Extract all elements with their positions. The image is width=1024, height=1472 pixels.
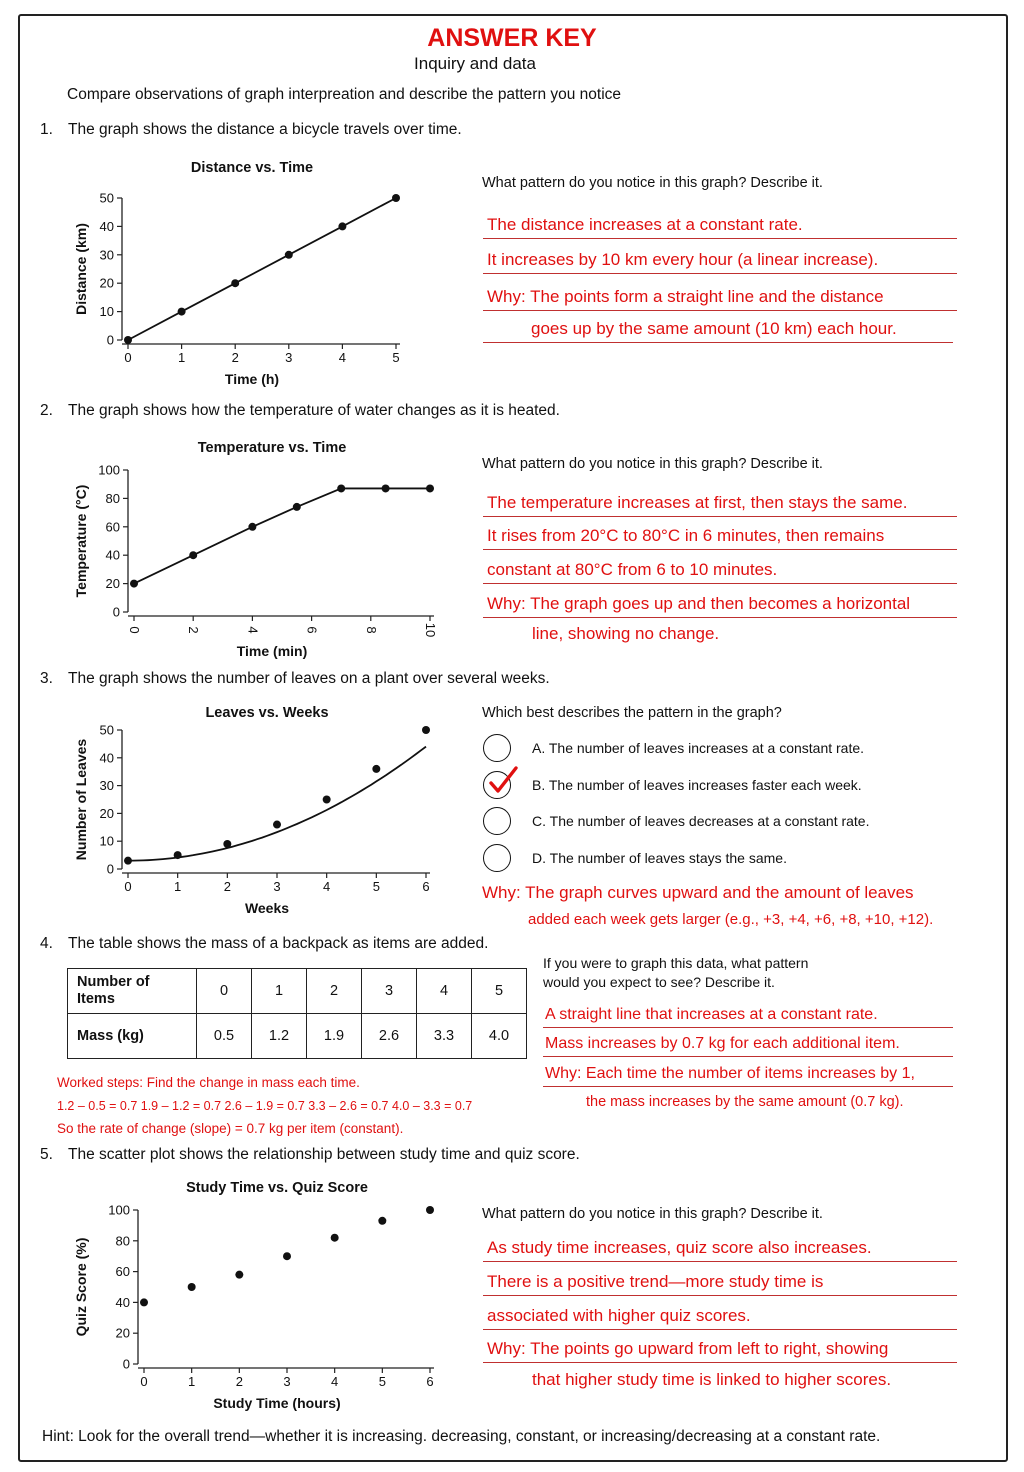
option-c-label[interactable]: C. The number of leaves decreases at a constant rate. [532,813,870,829]
x-tick-label: 0 [127,626,142,634]
data-point [285,251,293,259]
x-axis-label: Weeks [244,900,290,916]
x-tick-label: 1 [174,879,182,894]
x-tick-label: 5 [372,879,380,894]
x-tick-label: 6 [426,1374,434,1389]
q4-answer-1: A straight line that increases at a constant rate. [543,1006,953,1028]
x-tick-label: 4 [331,1374,339,1389]
x-tick-label: 0 [124,350,132,365]
y-tick-label: 40 [105,547,120,563]
y-tick-label: 100 [108,1202,130,1218]
chart-leaves-weeks [60,695,460,920]
data-point [331,1234,339,1242]
data-point [293,503,301,511]
q2-answer-3: constant at 80°C from 6 to 10 minutes. [483,560,957,584]
q1-number: 1. [40,121,53,138]
checkmark-icon [486,766,522,800]
table-row [68,1014,527,1059]
table-cell: 4.0 [472,1014,527,1059]
y-axis-label: Number of Leaves [73,738,89,861]
data-point [337,484,345,492]
q2-answer-5: line, showing no change. [532,624,720,643]
mass-table [67,968,527,1059]
x-tick-label: 10 [423,622,438,638]
table-cell: 1.2 [252,1014,307,1059]
q1-text: The graph shows the distance a bicycle travels over time. [68,121,462,138]
data-point [382,484,390,492]
data-point [231,279,239,287]
q5-answer-5: that higher study time is linked to higher scores. [532,1370,892,1389]
chart-temperature-time [60,430,460,665]
q5-answer-3: associated with higher quiz scores. [483,1306,957,1330]
x-tick-label: 4 [338,350,347,365]
chart-title: Study Time vs. Quiz Score [186,1180,368,1196]
q2-number: 2. [40,402,53,419]
y-axis-label: Quiz Score (%) [73,1237,89,1337]
y-tick-label: 40 [99,750,114,766]
y-tick-label: 100 [98,462,120,478]
series-line [128,198,396,340]
q5-answer-4: Why: The points go upward from left to right, showing [483,1339,957,1363]
table-cell: 4 [417,969,472,1014]
option-d-radio[interactable] [483,844,511,872]
data-point [426,484,434,492]
data-point [273,821,281,829]
q1-prompt: What pattern do you notice in this graph? Describe it. [482,175,823,191]
y-tick-label: 30 [99,778,114,794]
y-tick-label: 40 [115,1294,130,1310]
chart-distance-time [60,150,460,390]
data-point [426,1206,434,1214]
y-tick-label: 20 [105,576,120,592]
worked-steps-1: Worked steps: Find the change in mass each time. [57,1075,360,1090]
data-point [124,336,132,344]
x-tick-label: 6 [304,626,320,634]
x-tick-label: 1 [177,350,186,365]
data-point [235,1271,243,1279]
data-point [372,765,380,773]
x-tick-label: 4 [323,879,331,894]
x-tick-label: 2 [231,350,239,365]
y-tick-label: 0 [106,861,114,877]
table-row [68,969,527,1014]
q1-answer-4: goes up by the same amount (10 km) each hour. [483,319,953,343]
x-tick-label: 8 [363,626,379,634]
y-tick-label: 80 [105,490,120,506]
option-d-label[interactable]: D. The number of leaves stays the same. [532,850,787,866]
x-axis-label: Time (min) [236,643,308,659]
y-axis-label: Distance (km) [73,223,89,315]
q3-prompt: Which best describes the pattern in the graph? [482,705,782,721]
page-subtitle: Inquiry and data [414,54,536,73]
x-tick-label: 5 [378,1374,386,1389]
y-tick-label: 10 [99,304,114,320]
table-cell: 3 [362,969,417,1014]
q3-why-1: Why: The graph curves upward and the amount of leaves [482,883,914,902]
y-tick-label: 40 [99,218,114,234]
q2-text: The graph shows how the temperature of water changes as it is heated. [68,402,560,419]
data-point [248,523,256,531]
x-tick-label: 0 [124,879,132,894]
table-cell: 2 [307,969,362,1014]
x-tick-label: 1 [188,1374,196,1389]
option-a-label[interactable]: A. The number of leaves increases at a constant rate. [532,740,865,756]
option-b-label[interactable]: B. The number of leaves increases faster each week. [532,777,862,793]
x-tick-label: 4 [245,626,261,634]
y-tick-label: 20 [99,275,114,291]
q4-number: 4. [40,935,53,952]
x-tick-label: 3 [285,350,293,365]
y-axis-label: Temperature (°C) [73,484,89,598]
y-tick-label: 60 [105,519,120,535]
chart-title: Distance vs. Time [190,160,314,176]
q2-answer-4: Why: The graph goes up and then becomes a horizontal [483,594,957,618]
data-point [323,796,331,804]
q5-text: The scatter plot shows the relationship between study time and quiz score. [68,1146,580,1163]
data-point [392,194,400,202]
data-point [140,1298,148,1306]
y-tick-label: 60 [115,1264,130,1280]
q1-answer-1: The distance increases at a constant rate. [483,215,957,239]
q2-prompt: What pattern do you notice in this graph? Describe it. [482,456,823,472]
table-cell: 1 [252,969,307,1014]
x-tick-label: 0 [140,1374,148,1389]
q3-number: 3. [40,670,53,687]
y-tick-label: 30 [99,247,114,263]
x-tick-label: 2 [235,1374,243,1389]
y-tick-label: 50 [99,190,114,206]
q4-prompt-1: If you were to graph this data, what pattern [543,955,809,971]
data-point [130,580,138,588]
x-tick-label: 3 [283,1374,291,1389]
y-tick-label: 20 [115,1325,130,1341]
data-point [378,1217,386,1225]
data-point [124,857,132,865]
table-cell: 2.6 [362,1014,417,1059]
table-cell: 0 [197,969,252,1014]
y-tick-label: 10 [99,833,114,849]
option-a-radio[interactable] [483,734,511,762]
y-tick-label: 20 [99,805,114,821]
q1-answer-2: It increases by 10 km every hour (a linear increase). [483,250,957,274]
x-axis-label: Time (h) [224,371,280,387]
x-tick-label: 6 [422,879,430,894]
q3-why-2: added each week gets larger (e.g., +3, +4, +6, +8, +10, +12). [528,911,934,928]
q4-answer-3: Why: Each time the number of items increases by 1, [543,1065,953,1087]
table-cell: 3.3 [417,1014,472,1059]
worked-steps-2: 1.2 – 0.5 = 0.7 1.9 – 1.2 = 0.7 2.6 – 1.9 = 0.7 3.3 – 2.6 = 0.7 4.0 – 3.3 = 0.7 [57,1099,473,1113]
chart-title: Leaves vs. Weeks [205,705,329,721]
table-cell: 1.9 [307,1014,362,1059]
q2-answer-2: It rises from 20°C to 80°C in 6 minutes, then remains [483,526,957,550]
option-c-radio[interactable] [483,807,511,835]
q1-answer-3: Why: The points form a straight line and the distance [483,287,957,311]
y-tick-label: 80 [115,1233,130,1249]
data-point [338,222,346,230]
x-axis-label: Study Time (hours) [213,1395,341,1411]
q5-prompt: What pattern do you notice in this graph? Describe it. [482,1206,823,1222]
x-tick-label: 3 [273,879,281,894]
chart-title: Temperature vs. Time [197,440,347,456]
instructions: Compare observations of graph interpreation and describe the pattern you notice [67,86,622,103]
data-point [178,308,186,316]
q5-answer-1: As study time increases, quiz score also increases. [483,1238,957,1262]
series-line [134,488,430,583]
x-tick-label: 5 [392,350,400,365]
items-header: Number of Items [68,969,197,1014]
hint-text: Hint: Look for the overall trend—whether it is increasing. decreasing, constant, or increasing/decreasing at a constant rate. [42,1428,881,1445]
q4-prompt-2: would you expect to see? Describe it. [543,974,775,990]
data-point [174,851,182,859]
q4-text: The table shows the mass of a backpack as items are added. [68,935,489,952]
y-tick-label: 50 [99,722,114,738]
q5-answer-2: There is a positive trend—more study time is [483,1272,957,1296]
worked-steps-3: So the rate of change (slope) = 0.7 kg per item (constant). [57,1121,404,1136]
q4-answer-2: Mass increases by 0.7 kg for each additional item. [543,1035,953,1057]
x-tick-label: 2 [186,626,202,634]
q3-text: The graph shows the number of leaves on a plant over several weeks. [68,670,550,687]
series-line [128,747,426,861]
x-tick-label: 2 [223,879,231,894]
table-cell: 0.5 [197,1014,252,1059]
data-point [422,726,430,734]
data-point [283,1252,291,1260]
page-title: ANSWER KEY [427,24,597,52]
q5-number: 5. [40,1146,53,1163]
y-tick-label: 0 [112,604,120,620]
chart-study-quiz [60,1170,460,1420]
y-tick-label: 0 [122,1356,130,1372]
mass-header: Mass (kg) [68,1014,197,1059]
q4-answer-4: the mass increases by the same amount (0.7 kg). [586,1094,904,1110]
data-point [223,840,231,848]
y-tick-label: 0 [106,332,114,348]
table-cell: 5 [472,969,527,1014]
q2-answer-1: The temperature increases at first, then stays the same. [483,493,957,517]
data-point [188,1283,196,1291]
data-point [189,551,197,559]
